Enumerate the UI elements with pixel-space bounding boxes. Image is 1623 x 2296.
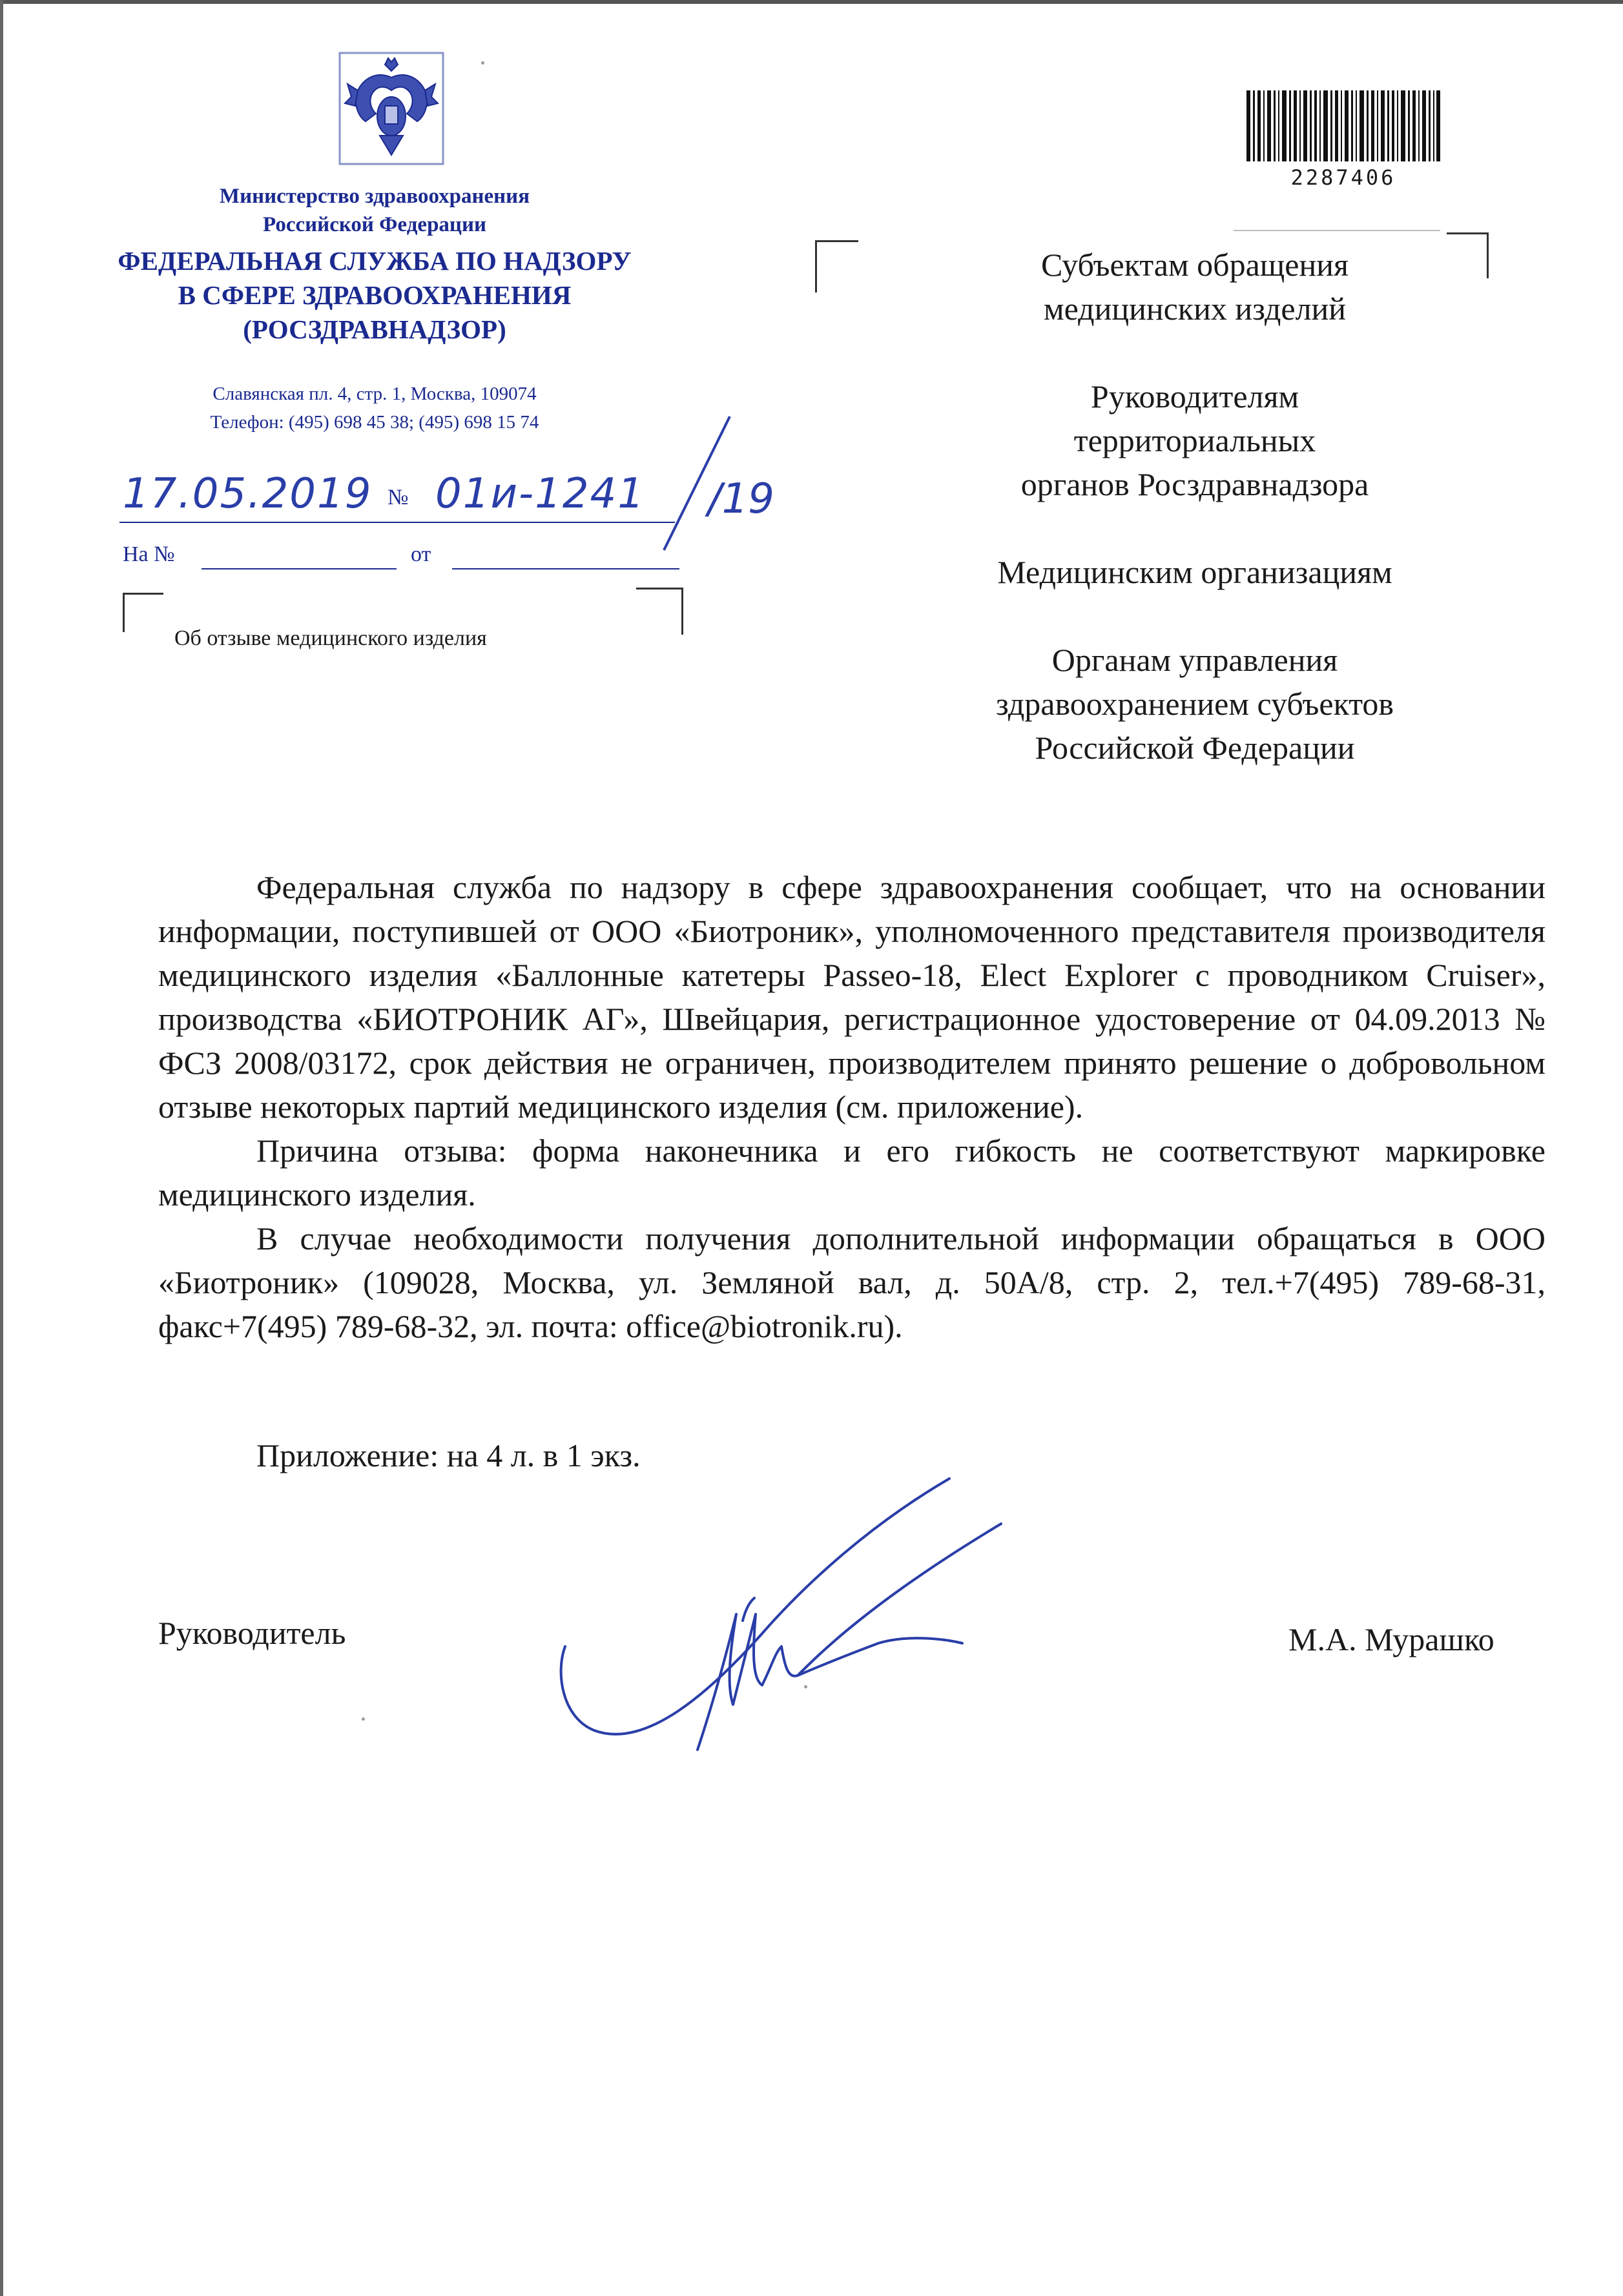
service-line-1: ФЕДЕРАЛЬНАЯ СЛУЖБА ПО НАДЗОРУ (118, 246, 632, 276)
recipients-block (885, 243, 1505, 814)
subject-bracket-left (123, 593, 163, 632)
signatory-title: Руководитель (158, 1615, 346, 1651)
barcode-number: 2287406 (1290, 165, 1396, 190)
scan-edge-left (0, 0, 3, 2296)
recipient-1-line-2: медицинских изделий (1043, 291, 1347, 327)
document-barcode (1246, 90, 1440, 161)
ministry-name (97, 182, 652, 239)
addressee-bracket-left (815, 240, 858, 292)
address-line-1: Славянская пл. 4, стр. 1, Москва, 109074 (212, 384, 537, 404)
number-sign: № (388, 486, 409, 509)
body-paragraph-2: Причина отзыва: форма наконечника и его гибкость не соответствуют маркировке медицинского изделия. (158, 1133, 1545, 1213)
scan-edge-top (0, 0, 1623, 4)
letter-body (158, 865, 1545, 1348)
service-line-2: В СФЕРЕ ЗДРАВООХРАНЕНИЯ (178, 280, 572, 310)
coat-of-arms-emblem (338, 52, 444, 165)
ministry-line-2: Российской Федерации (263, 213, 486, 236)
recipient-territorial-heads (885, 374, 1505, 506)
recipient-4-line-3: Российской Федерации (1035, 730, 1355, 766)
recipient-health-authorities (885, 638, 1505, 770)
registration-underline (119, 522, 675, 523)
registration-slash-mark (652, 413, 743, 555)
recipient-4-line-2: здравоохранением субъектов (995, 686, 1394, 722)
reference-label: На № (123, 542, 175, 566)
scan-dust (362, 1717, 365, 1721)
body-paragraph-3: В случае необходимости получения дополнительной информации обращаться в ООО «Биотроник» (109028, Москва, ул. Земляной вал, д. 50А/8, стр. 2, тел.+7(495) 789-68-31, факс+7(495) 789-68-32, эл. почта: office@biotronik.ru). (158, 1220, 1545, 1344)
recipient-4-line-1: Органам управления (1051, 642, 1338, 678)
ministry-line-1: Министерство здравоохранения (219, 185, 530, 208)
signatory-name: М.А. Мурашко (1288, 1621, 1494, 1657)
service-line-3: (РОСЗДРАВНАДЗОР) (243, 314, 506, 344)
handwritten-signature (549, 1472, 1020, 1769)
registration-year-suffix: /19 (708, 475, 774, 523)
body-paragraph-1: Федеральная служба по надзору в сфере здравоохранения сообщает, что на основании информации, поступившей от ООО «Биотроник», уполномоченного представителя производителя медицинского изделия «Баллонные катетеры Passeo-18, Elect Explorer с проводником Cruiser», производства «БИОТРОНИК АГ», Швейцария, регистрационное удостоверение от 04.09.2013 № ФСЗ 2008/03172, срок действия не ограничен, производителем принято решение о добровольном отзыве некоторых партий медицинского изделия (см. приложение). (158, 869, 1545, 1125)
registration-number: 01и-1241 (435, 470, 645, 518)
reference-date-line (452, 568, 679, 569)
recipient-2-line-1: Руководителям (1090, 378, 1299, 415)
subject-bracket-right (636, 588, 683, 635)
recipient-2-line-2: территориальных (1073, 422, 1316, 458)
reference-number-line (202, 568, 397, 569)
recipient-2-line-3: органов Росздравнадзора (1020, 466, 1369, 502)
address-line-2: Телефон: (495) 698 45 38; (495) 698 15 74 (210, 412, 539, 433)
service-address (97, 380, 652, 436)
letter-subject: Об отзыве медицинского изделия (174, 626, 487, 650)
recipient-medical-device-subjects (885, 243, 1505, 331)
service-name (97, 244, 652, 347)
scan-dust (481, 61, 484, 65)
recipient-3-line-1: Медицинским организациям (997, 554, 1392, 590)
recipient-medical-organizations (885, 550, 1505, 594)
recipient-1-line-1: Субъектам обращения (1041, 247, 1349, 283)
attachment-note: Приложение: на 4 л. в 1 экз. (256, 1437, 641, 1473)
reference-from-label: от (411, 542, 431, 566)
registration-date: 17.05.2019 (123, 470, 373, 518)
barcode-rule (1234, 230, 1440, 231)
